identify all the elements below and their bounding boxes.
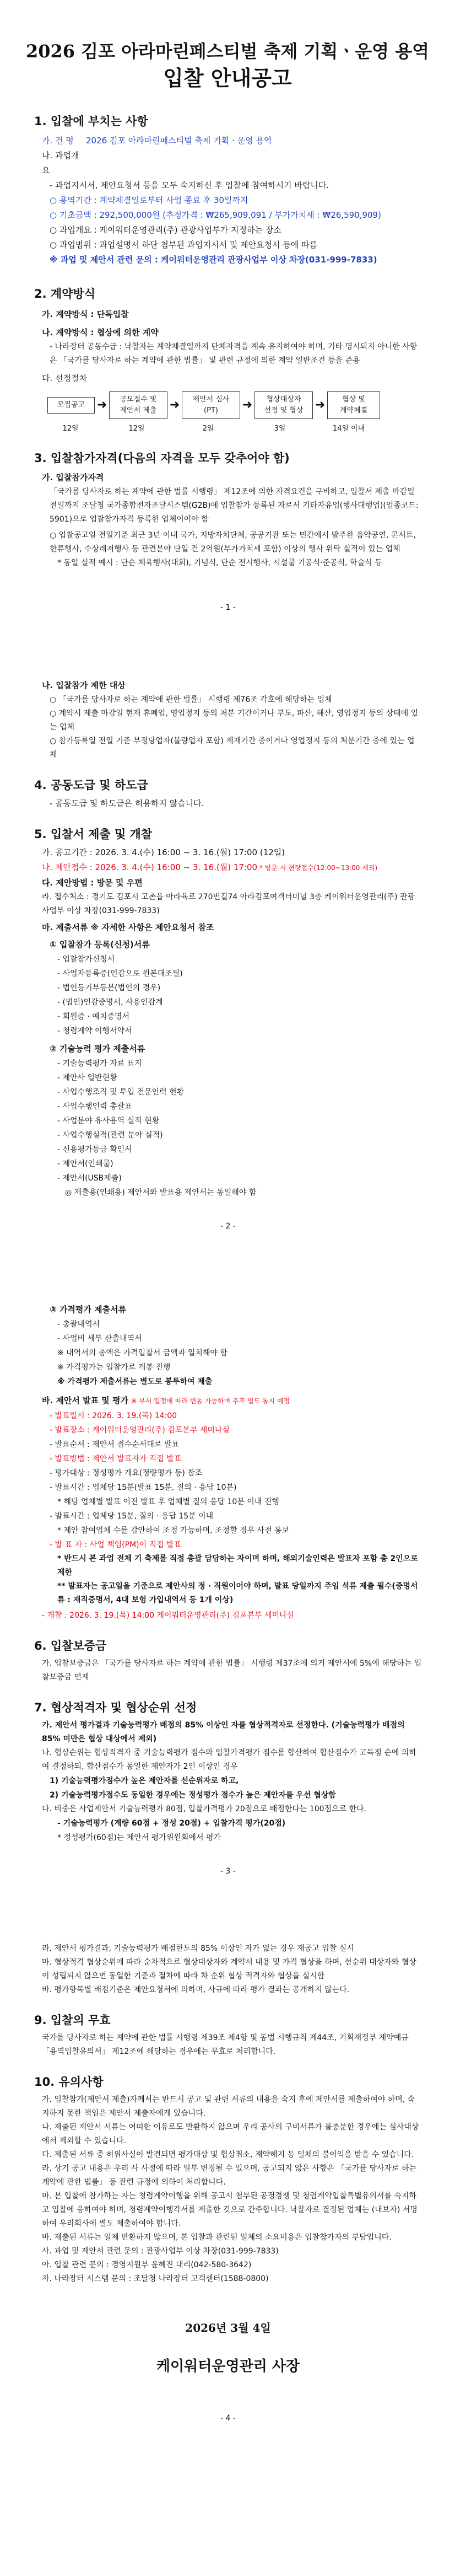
docs-group-1-label: ① 입찰참가 등록(신청)서류 <box>50 940 150 949</box>
list-item: - 제안서(인쇄물) <box>57 1160 113 1168</box>
section-10-heading: 10. 유의사항 <box>34 2075 104 2089</box>
negotiation-text-3: 1) 기술능력평가점수가 높은 제안자를 선순위자로 하고, <box>50 1777 239 1785</box>
page-subtitle: 입찰 안내공고 <box>163 66 292 90</box>
presenter: - 발 표 자 : 사업 책임(PM)이 직접 발표 <box>50 1541 182 1549</box>
signature-block <box>34 2319 422 2423</box>
flow-duration: 12일 <box>128 425 145 433</box>
list-item: - 사업분야 유사용역 실적 현황 <box>57 1117 160 1125</box>
page-title: 2026 김포 아라마린페스티벌 축제 기획ㆍ운영 용역 <box>25 41 430 62</box>
section-5-heading: 5. 입찰서 제출 및 개찰 <box>34 828 153 841</box>
negotiation-text-8: 라. 제안서 평가결과, 기술능력평가 배점한도의 85% 이상인 자가 없는 경우 재공고 입찰 실시 <box>42 1944 354 1953</box>
list-item: - (법인)인감증명서, 사용인감계 <box>57 998 163 1007</box>
price-note-1: ※ 내역서의 총액은 가격입찰서 금액과 일치해야 함 <box>57 1349 228 1357</box>
price-note-3: ※ 가격평가 제출서류는 별도로 봉투하여 제출 <box>57 1377 213 1386</box>
list-item: - 제안서(USB제출) <box>57 1174 122 1183</box>
contract-method-b: 나. 계약방식 : 협상에 의한 계약 <box>42 328 159 337</box>
base-amount: ○ 기초금액 : 292,500,000원 (추정가격 : ₩265,909,091 / 부가가치세 : ₩26,590,909) <box>50 210 381 220</box>
list-item: - 제안사 일반현황 <box>57 1074 117 1082</box>
flow-step: 모집공고 <box>47 397 95 414</box>
flow-step: 협상대상자 선정 및 협상 <box>254 391 313 419</box>
negotiation-text-9: 마. 협상적격 협상순위에 따라 순차적으로 협상대상자와 계약서 내용 및 가격 협상을 하며, 선순위 대상자와 협상이 성립되지 않으면 동일한 기준과 절차에 따라 차 순위 협상 적격자와 협상을 실시함 <box>42 1958 416 1981</box>
page-number: - 1 - <box>220 603 236 612</box>
presenter-note-1: * 반드시 본 과업 전체 기 축제를 직접 총괄 담당하는 자이며 하며, 해외기술인력은 발표자 포함 총 2인으로 제한 <box>57 1554 418 1577</box>
caution-item: 가. 입찰참가(제안서 제출)자께서는 반드시 공고 및 관련 서류의 내용을 숙지 후에 제안서를 제출하여야 하며, 숙지하지 못한 책임은 제안서 제출자에게 있습니다. <box>42 2095 415 2118</box>
list-item: - 사업자등록증(인감으로 원본대조필) <box>57 969 183 978</box>
presentation-note: ※ 부서 일정에 따라 변동 가능하며 추후 별도 통지 예정 <box>131 1397 290 1405</box>
list-item: - 사업수행인력 총괄표 <box>57 1102 132 1111</box>
section-1 <box>34 112 422 267</box>
contract-method-a: 가. 계약방식 : 단독입찰 <box>42 309 129 319</box>
section-3-heading: 3. 입찰참가자격(다음의 자격을 모두 갖추어야 함) <box>34 452 290 465</box>
overview-label: 나. 과업개요 <box>42 151 79 175</box>
section-4-text: - 공동도급 및 하도급은 허용하지 않습니다. <box>50 798 204 808</box>
submission-note: * 방문 시 현장접수(12:00~13:00 제외) <box>257 864 378 872</box>
section-4 <box>34 776 422 811</box>
arrow-right-icon: ➜ <box>96 398 107 412</box>
list-item: - 발표방법 : 제안서 발표자가 직접 발표 <box>50 1455 182 1463</box>
section-9-heading: 9. 입찰의 무효 <box>34 2014 111 2027</box>
eligibility-text-1: 「국가를 당사자로 하는 계약에 관한 법률 시행령」 제12조에 의한 자격요건을 구비하고, 입찰서 제출 마감일 전일까지 조달청 국가종합전자조달시스템(G2B)에 입찰참가 등록된 자로서 기타자유업(행사대행업)(업종코드: 5901)으로 입찰참가자격 등록한 업체이어야 함 <box>50 487 419 524</box>
list-item: - 총괄내역서 <box>57 1320 100 1329</box>
negotiation-text-4: 2) 기술능력평가점수도 동일한 경우에는 정성평가 점수가 높은 제안자를 우선 협상함 <box>50 1791 336 1800</box>
eligibility-example: * 동일 실적 예시 : 단순 체육행사(대회), 기념식, 단순 전시행사, 시설물 기공식·준공식, 학술식 등 <box>57 559 382 567</box>
submission-period: 2026. 3. 4.(수) 16:00 ~ 3. 16.(월) 17:00 <box>95 862 258 872</box>
service-scope: ○ 과업범위 : 과업설명서 하단 첨부된 과업지시서 및 제안요청서 등에 따름 <box>50 240 318 250</box>
document-body <box>0 112 455 2423</box>
page-number: - 2 - <box>220 1222 236 1231</box>
selection-process-label: 다. 선정절차 <box>42 373 87 383</box>
list-item: - 법인등기부등본(법인의 경우) <box>57 984 161 992</box>
notice-period: 2026. 3. 4.(수) 16:00 ~ 3. 16.(월) 17:00 (12일) <box>95 847 285 857</box>
restriction-3: ○ 참가등록일 전일 기준 부정당업자(불량업자 포함) 제재기간 중이거나 영업정지 등의 처분기간 중에 있는 업체 <box>50 737 415 759</box>
docs-note: ◎ 제출용(인쇄용) 제안서와 발표용 제안서는 동일해야 함 <box>65 1188 257 1197</box>
arrow-right-icon: ➜ <box>242 398 253 412</box>
caution-item: 바. 제출된 서류는 일체 반환하지 않으며, 본 입찰과 관련된 일체의 소요비용은 입찰참가자의 부담입니다. <box>42 2233 392 2242</box>
flow-duration: 14일 이내 <box>332 425 365 433</box>
presentation-time-2: - 발표시간 : 업체당 15분, 질의 · 응답 15분 이내 <box>50 1512 214 1521</box>
section-2 <box>34 285 422 433</box>
section-4-heading: 4. 공동도급 및 하도급 <box>34 779 148 792</box>
section-1-heading: 1. 입찰에 부치는 사항 <box>34 115 148 128</box>
list-item: - 기술능력평가 자료 표지 <box>57 1059 142 1068</box>
arrow-right-icon: ➜ <box>169 398 180 412</box>
negotiation-text-5: 다. 비중은 사업제안서 기술능력평가 80점, 입찰가격평가 20점으로 배점한다는 100점으로 한다. <box>42 1805 367 1813</box>
eligibility-text-2: ○ 입찰공고일 전일기준 최근 3년 이내 국가, 지방자치단체, 공공기관 또는 민간에서 발주한 음악공연, 콘서트, 한류행사, 수상레저행사 등 관련분야 단일 건 2억원(부가가치세 포함) 이상의 행사 위탁 실적이 있는 업체 <box>50 531 416 554</box>
submission-address: 라. 접수처소 : 경기도 김포시 고촌읍 아라육로 270번길74 아라김포여객터미널 3층 케이워터운영관리(주) 관광사업부 이상 차장(031-999-7833) <box>42 893 415 915</box>
project-name-label: 가. 건 명 <box>42 136 74 146</box>
price-note-2: ※ 가격평가는 입찰가로 개봉 진행 <box>57 1363 171 1372</box>
selection-flow <box>47 391 422 419</box>
list-item: - 청렴계약 이행서약서 <box>57 1027 132 1035</box>
caution-item: 아. 입찰 관련 문의 : 경영지원부 윤혜진 대리(042-580-3642) <box>42 2261 252 2269</box>
issuer-name: 케이워터운영관리 사장 <box>156 2358 300 2375</box>
restriction-1: ○ 「국가를 당사자로 하는 계약에 관한 법률」 시행령 제76조 각호에 해당하는 업체 <box>50 695 332 704</box>
list-item: - 발표장소 : 케이워터운영관리(주) 김포본부 세미나실 <box>50 1426 230 1435</box>
list-item: - 회원증 · 예치증명서 <box>57 1012 130 1021</box>
flow-duration: 2일 <box>202 425 214 433</box>
notice-period-label: 가. 공고기간 : <box>42 847 95 857</box>
presentation-adjust-note: * 제안 참여업체 수를 감안하여 조정 가능하며, 조정할 경우 사전 통보 <box>57 1526 290 1535</box>
submission-label: 나. 제안접수 : <box>42 862 95 872</box>
section-5 <box>34 825 422 1623</box>
caution-item: 라. 상기 공고 내용은 우리 사 사정에 따라 일부 변경될 수 있으며, 공고되지 않은 사항은 「국가를 당사자로 하는 계약에 관한 법률」 등 관련 규정에 의하여 처리합니다. <box>42 2164 417 2187</box>
negotiation-text-10: 바. 평가항목별 배점기준은 제안요청서에 의하며, 사규에 따라 평가 결과는 공개하지 않는다. <box>42 1985 350 1994</box>
section-9 <box>34 2011 422 2059</box>
title-block <box>0 0 455 93</box>
list-item: - 사업수행실적(관련 분야 실적) <box>57 1131 163 1140</box>
list-item: - 사업수행조직 및 투입 전문인력 현황 <box>57 1088 185 1097</box>
section-6-heading: 6. 입찰보증금 <box>34 1639 107 1652</box>
contract-method-b-desc: - 나라장터 공동수급 : 낙찰자는 계약체결일까지 단체자격을 계속 유지하여야 하며, 기타 명시되지 아니한 사항은 「국가를 당사자로 하는 계약에 관한 법률」 및 관련 규정에 의한 계약 일반조건 등을 준용 <box>50 342 418 365</box>
section-6 <box>34 1637 422 1684</box>
eval-target: - 평가대상 : 정성평가 개요(정량평가 등) 참조 <box>50 1469 203 1478</box>
service-location: ○ 과업개요 : 케이워터운영관리(주) 관광사업부가 지정하는 장소 <box>50 225 281 235</box>
list-item: - 사업비 세부 산출내역서 <box>57 1334 142 1343</box>
presentation-label: 바. 제안서 발표 및 평가 <box>42 1396 132 1405</box>
page-number: - 4 - <box>220 2414 236 2423</box>
section-10 <box>34 2073 422 2286</box>
flow-duration: 3일 <box>274 425 286 433</box>
docs-group-2-label: ② 기술능력 평가 제출서류 <box>50 1044 145 1054</box>
project-name: 2026 김포 아라마린페스티벌 축제 기획ㆍ운영 용역 <box>86 136 272 146</box>
list-item: - 입찰참가신청서 <box>57 955 115 964</box>
section-6-text: 가. 입찰보증금은 「국가를 당사자로 하는 계약에 관한 법률」 시행령 제37조에 의거 제안서에 5%에 해당하는 입찰보증금 면제 <box>42 1659 422 1682</box>
section-3 <box>34 449 422 762</box>
restriction-2: ○ 계약서 제출 마감일 현재 휴폐업, 영업정지 등의 처분 기간이거나 부도, 파산, 해산, 영업정지 등의 상태에 있는 업체 <box>50 709 419 732</box>
section-7 <box>34 1699 422 1997</box>
negotiation-text-6: - 기술능력평가 (계량 60점 + 정성 20점) + 입찰가격 평가(20점) <box>57 1819 286 1828</box>
notice-date: 2026년 3월 4일 <box>185 2321 271 2334</box>
list-item: - 발표순서 : 제안서 접수순서대로 발표 <box>50 1440 179 1449</box>
negotiation-text-7: * 정성평가(60점)는 제안서 평가위원회에서 평가 <box>57 1833 221 1842</box>
list-item: - 발표일시 : 2026. 3. 19.(목) 14:00 <box>50 1412 177 1420</box>
overview-text: - 과업지시서, 제안요청서 등을 모두 숙지하신 후 입찰에 참여하시기 바랍니다. <box>50 180 329 190</box>
negotiation-text-2: 나. 협상순위는 협상적격자 중 기술능력평가 점수와 입찰가격평가 점수를 합산하여 합산점수가 고득점 순에 의하여 결정하되, 합산점수가 동일한 제안자가 2인 이상인 경우 <box>42 1748 416 1771</box>
flow-durations <box>47 422 422 433</box>
section-9-text: 국가를 당사자로 하는 계약에 관한 법률 시행령 제39조 제4항 및 동법 시행규칙 제44조, 기획재정부 계약예규 「용역입찰유의서」 제12조에 해당하는 경우에는 무효로 처리합니다. <box>42 2033 409 2056</box>
caution-item: 마. 본 입찰에 참가하는 자는 청렴계약이행을 위해 공고시 첨부된 공정경쟁 및 청렴계약입찰특별유의서를 숙지하고 입찰에 응하여야 하며, 청렴계약이행각서를 제출한 것으로 간주합니다. 낙찰자로 결정된 업체는 (내보자) 서명하여 우리회사에 별도 제출하여야 합니다. <box>42 2192 418 2228</box>
arrow-right-icon: ➜ <box>315 398 326 412</box>
service-period: ○ 용역기간 : 계약체결일로부터 사업 종료 후 30일까지 <box>50 195 248 205</box>
eligibility-label: 가. 입찰참가자격 <box>42 473 104 482</box>
presentation-time-note: * 해당 업체별 발표 이전 발표 후 업체별 질의 응답 10분 이내 진행 <box>57 1498 279 1506</box>
section-2-heading: 2. 계약방식 <box>34 287 96 300</box>
presentation-time: - 발표시간 : 업체당 15분(발표 15분, 질의 · 응답 10분) <box>50 1483 237 1492</box>
caution-item: 사. 과업 및 제안서 관련 문의 : 관광사업부 이상 차장(031-999-7833) <box>42 2247 279 2256</box>
list-item: - 신용평가등급 확인서 <box>57 1145 132 1154</box>
submission-method: 다. 제안방법 : 방문 및 우편 <box>42 878 143 888</box>
negotiation-text-1: 가. 제안서 평가결과 기술능력평가 배점의 85% 이상인 자를 협상적격자로 선정한다. (기술능력평가 배점의 85% 미만은 협상 대상에서 제외) <box>42 1721 405 1743</box>
flow-duration: 12일 <box>62 425 79 433</box>
caution-item: 자. 나라장터 시스템 문의 : 조달청 나라장터 고객센터(1588-0800) <box>42 2274 269 2283</box>
opening-info: - 개찰 : 2026. 3. 19.(목) 14:00 케이워터운영관리(주) 김포본부 세미나실 <box>42 1611 295 1620</box>
section-7-heading: 7. 협상적격자 및 협상순위 선정 <box>34 1701 197 1714</box>
restriction-label: 나. 입찰참가 제한 대상 <box>42 680 126 690</box>
flow-step: 협상 및 계약체결 <box>327 391 380 419</box>
contact-note: ※ 과업 및 제안서 관련 문의 : 케이워터운영관리 관광사업부 이상 차장(031-999-7833) <box>50 255 377 265</box>
caution-item: 나. 제출된 제안서 서류는 어떠한 이유로도 반환하지 않으며 우리 공사의 구비서류가 불충분한 경우에는 심사대상에서 제외할 수 있습니다. <box>42 2123 419 2145</box>
docs-group-3-label: ③ 가격평가 제출서류 <box>50 1305 127 1314</box>
required-docs-label: 마. 제출서류 ※ 자세한 사항은 제안요청서 참조 <box>42 922 214 932</box>
caution-item: 다. 제출된 서류 중 허위사실이 발견되면 평가대상 및 협상취소, 계약해지 등 일체의 불이익을 받을 수 있습니다. <box>42 2150 414 2159</box>
flow-step: 제안서 심사 (PT) <box>182 391 240 419</box>
presenter-note-2: ** 발표자는 공고일을 기준으로 제안사의 정 · 직원이어야 하며, 발표 당일까지 주임 석류 제출 필수(증명서류 : 재직증명서, 4대 보험 가입내역서 등 1개 이상) <box>57 1582 418 1604</box>
page-number: - 3 - <box>220 1867 236 1876</box>
flow-step: 공모접수 및 제안서 제출 <box>109 391 167 419</box>
